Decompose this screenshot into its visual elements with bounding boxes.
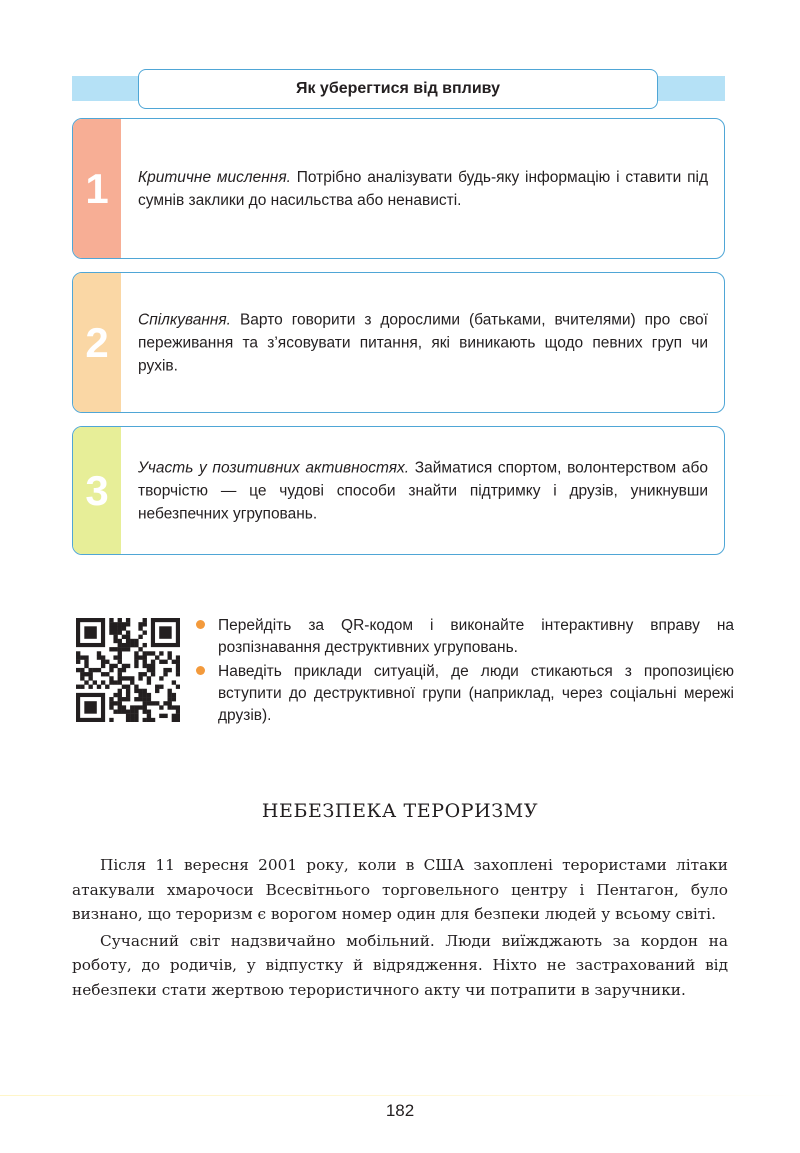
section-heading: НЕБЕЗПЕКА ТЕРОРИЗМУ	[261, 800, 539, 822]
bullet-icon	[196, 620, 205, 629]
task-text: Наведіть приклади ситуацій, де люди стикаються з пропозицією вступити до деструктивної групи (наприклад, через соціальні мережі друзів).	[218, 663, 734, 724]
qr-code-icon[interactable]	[76, 618, 180, 722]
tip-term: Критичне мислення.	[138, 168, 291, 186]
tip-description: Варто говорити з дорослими (батьками, вчителями) про свої переживання та з’ясовувати питання, які виникають щодо певних груп чи рухів.	[138, 311, 708, 374]
box-title	[138, 69, 658, 109]
page-number: 182	[385, 1101, 415, 1120]
task-text: Перейдіть за QR-кодом і виконайте інтерактивну вправу на розпізнавання деструктивних угруповань.	[218, 617, 734, 656]
tip-number: 1	[73, 119, 121, 258]
tip-text	[138, 456, 708, 525]
section-body	[72, 853, 728, 1004]
tip-text	[138, 166, 708, 212]
box-title-text: Як уберегтися від впливу	[295, 80, 501, 97]
tip-card-critical-thinking	[72, 118, 725, 259]
paragraph: Сучасний світ надзвичайно мобільний. Люди виїжджають за кордон на роботу, до родичів, у відпустку й відрядження. Ніхто не застрахований від небезпеки стати жертвою терористичного акту чи потрапити в заручники.	[72, 931, 728, 999]
task-item	[196, 661, 734, 727]
tip-term: Участь у позитивних активностях.	[138, 459, 410, 476]
tip-number: 3	[73, 427, 121, 554]
footer-divider	[0, 1095, 800, 1096]
tip-card-positive-activities	[72, 426, 725, 555]
task-item	[196, 615, 734, 659]
tip-description: Займатися спортом, волонтерством або творчістю — це чудові способи знайти підтримку і друзів, уникнувши небезпечних угруповань.	[138, 459, 708, 522]
tip-description: Потрібно аналізувати будь-яку інформацію і ставити під сумнів заклики до насильства або ненависті.	[138, 168, 708, 209]
tip-number: 2	[73, 273, 121, 412]
tip-term: Спілкування.	[138, 311, 231, 328]
tip-text	[138, 308, 708, 377]
bullet-icon	[196, 666, 205, 675]
tip-card-communication	[72, 272, 725, 413]
paragraph: Після 11 вересня 2001 року, коли в США захоплені терористами літаки атакували хмарочоси Всесвітнього торговельного центру і Пентагон, було визнано, що тероризм є ворогом номер один для безпеки людей у всьому світі.	[72, 856, 728, 923]
task-list	[196, 615, 734, 729]
